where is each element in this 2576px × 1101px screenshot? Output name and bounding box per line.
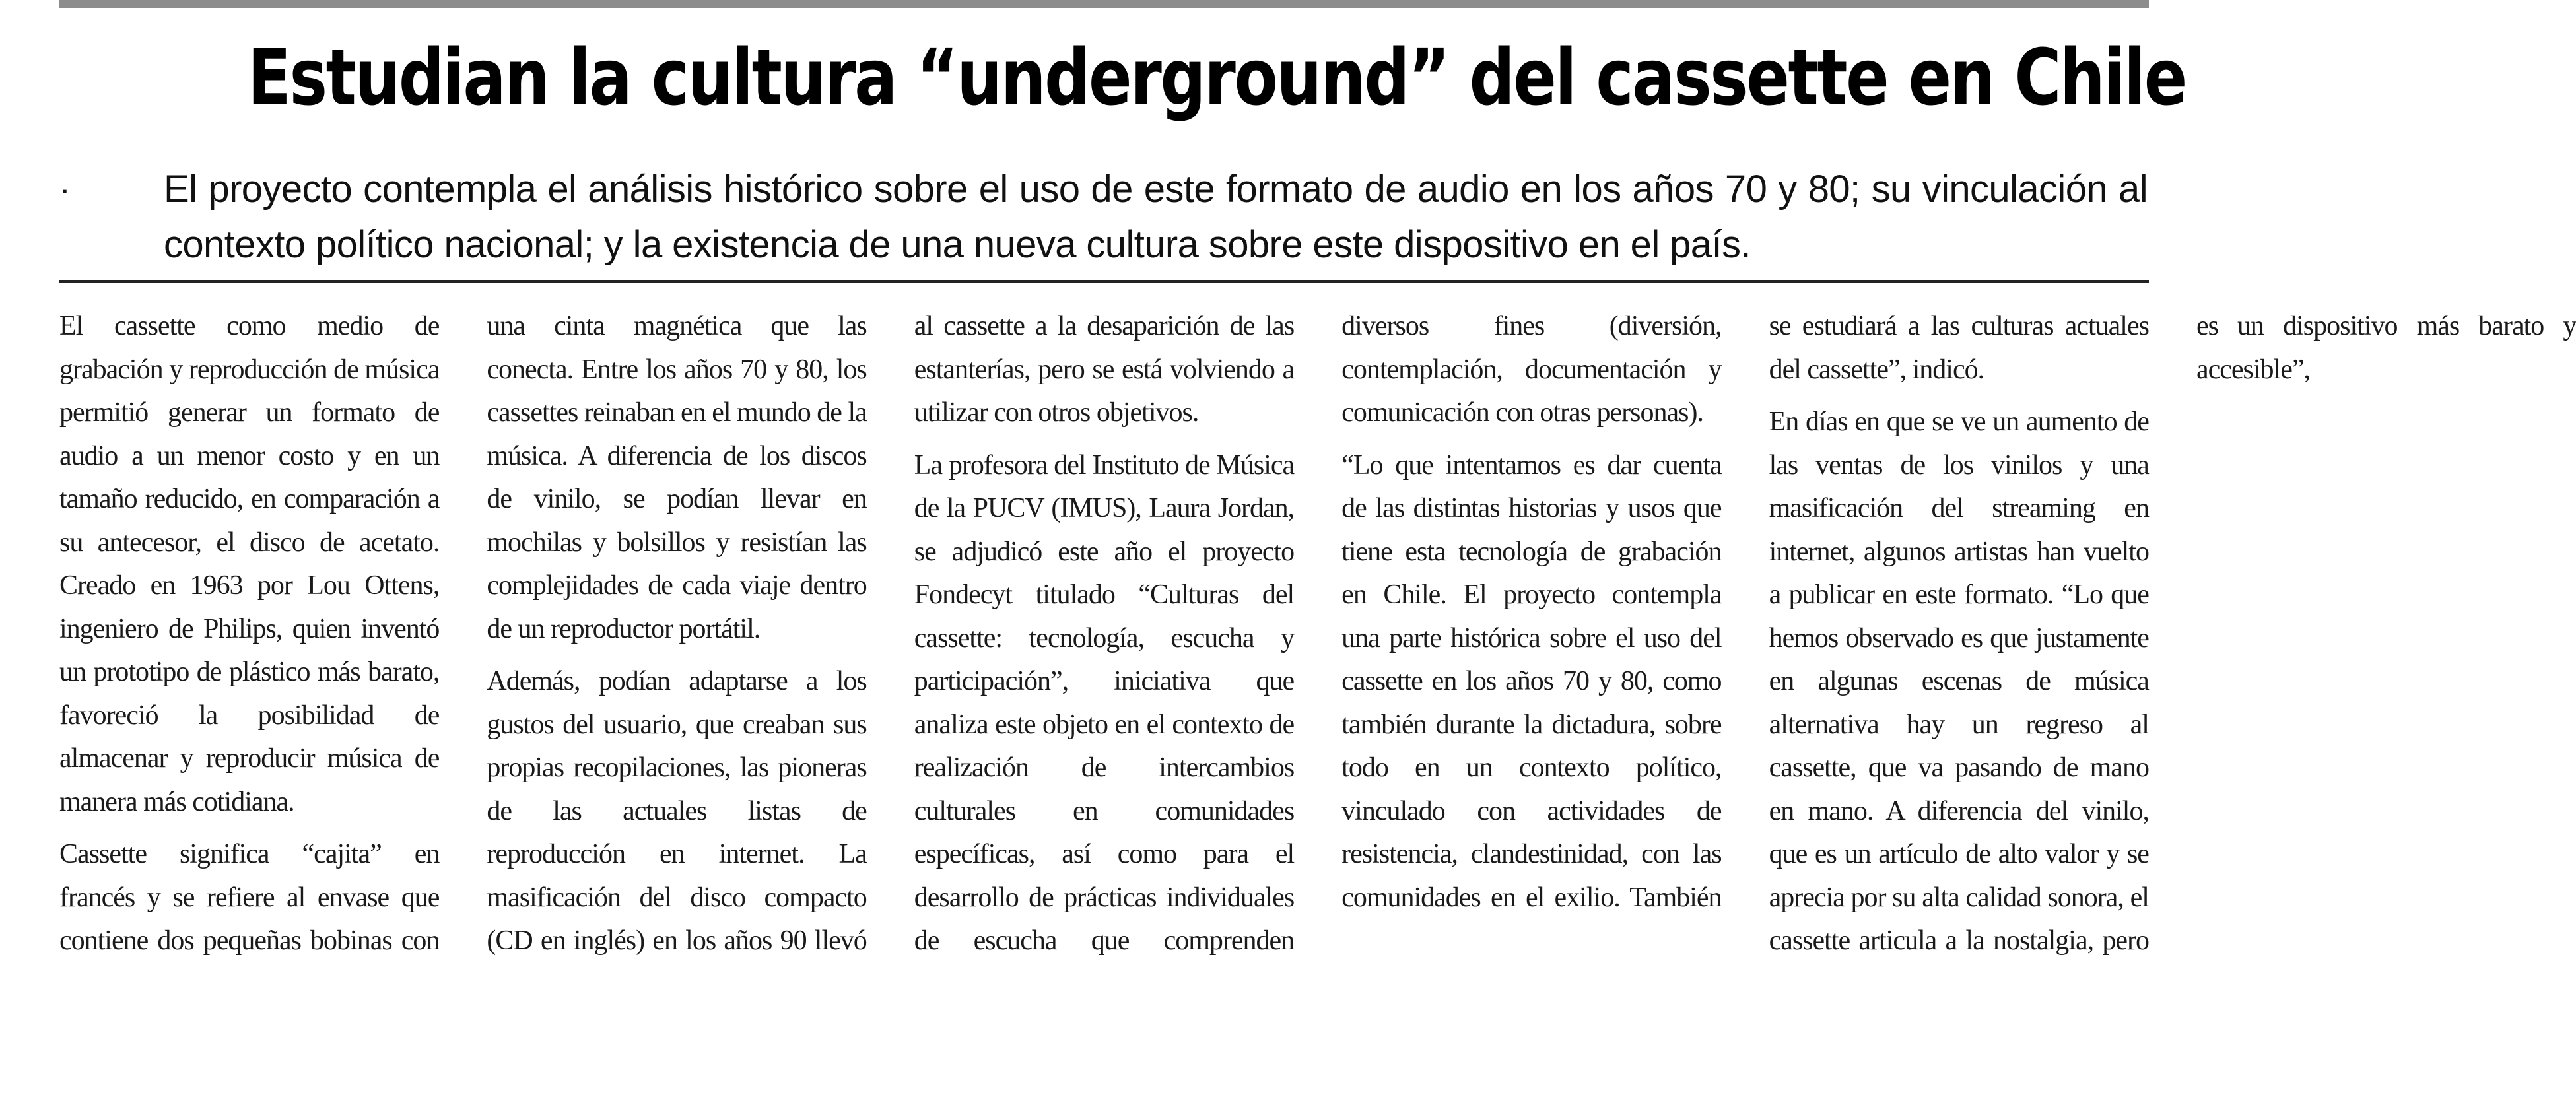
deck-bullet: · [59,171,71,208]
article-body [59,305,2576,1005]
article-paragraph: El cassette como medio de grabación y reproducción de música permitió generar un formato de audio a un menor costo y en un tamaño reducido, en comparación a su antecesor, el disco de acetato. Creado en 1963 por Lou Ottens, ingeniero de Philips, quien inventó un prototipo de plástico más barato, favoreció la posibilidad de almacenar y reproducir música de manera más cotidiana. [59,311,440,817]
headline: Estudian la cultura “underground” del cassette en Chile [247,32,2186,123]
deck-divider [59,280,2149,283]
article-paragraph: Además, podían adaptarse a los gustos del usuario, que creaban sus propias recopilaciones, las pioneras de las actuales listas de reproducción en internet. La masificación del disco compacto (CD en inglés) en los años 90 llevó al cassette a la desaparición de las estanterías, pero se está volviendo a utilizar con otros objetivos. [487,311,1295,956]
article-paragraph: En días en que se ve un aumento de las ventas de los vinilos y una masificación del streaming en internet, algunos artistas han vuelto a publicar en este formato. “Lo que hemos observado es que justamente en algunas escenas de música alternativa hay un regreso al cassette, que va pasando de mano en mano. A diferencia del vinilo, que es un artículo de alto valor y se aprecia por su alta calidad sonora, el cassette articula a la nostalgia, pero es un dispositivo más barato y accesible”, [1769,311,2576,956]
article-paragraph: La profesora del Instituto de Música de la PUCV (IMUS), Laura Jordan, se adjudicó este año el proyecto Fondecyt titulado “Culturas del cassette: tecnología, escucha y participación”, iniciativa que analiza este objeto en el contexto de realización de intercambios culturales en comunidades específicas, así como para el desarrollo de prácticas individuales de escucha que comprenden diversos fines (diversión, contemplación, documentación y comunicación con otras personas). [914,311,1722,956]
article-paragraph: “Lo que intentamos es dar cuenta de las distintas historias y usos que tiene esta tecnología de grabación en Chile. El proyecto contempla una parte histórica sobre el uso del cassette en los años 70 y 80, como también durante la dictadura, sobre todo en un contexto político, vinculado con actividades de resistencia, clandestinidad, con las comunidades en el exilio. También se estudiará a las culturas actuales del cassette”, indicó. [1341,311,2149,913]
top-rule [59,0,2149,8]
deck-text: El proyecto contempla el análisis histórico sobre el uso de este formato de audio en los años 70 y 80; su vinculación al contexto político nacional; y la existencia de una nueva cultura sobre este dispositivo en el país. [164,168,2148,266]
article-paragraph: Cassette significa “cajita” en francés y se refiere al envase que contiene dos pequeñas bobinas con una cinta magnética que las conecta. Entre los años 70 y 80, los cassettes reinaban en el mundo de la música. A diferencia de los discos de vinilo, se podían llevar en mochilas y bolsillos y resistían las complejidades de cada viaje dentro de un reproductor portátil. [59,311,867,956]
